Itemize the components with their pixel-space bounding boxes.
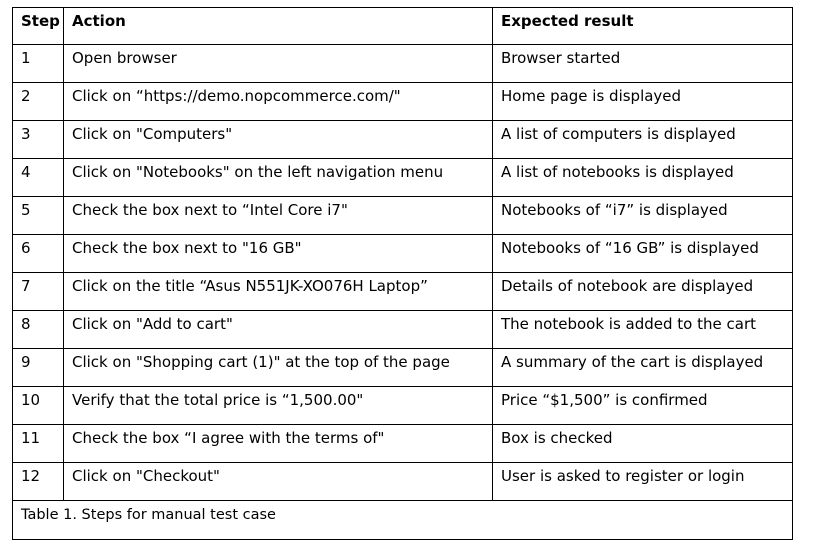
- table-row: [13, 463, 793, 501]
- step-action: Click on "Add to cart": [64, 311, 493, 349]
- table-row: [13, 45, 793, 83]
- step-action: Check the box “I agree with the terms of": [64, 425, 493, 463]
- table-caption-row: [13, 501, 793, 540]
- step-action: Check the box next to “Intel Core i7": [64, 197, 493, 235]
- step-action: Click on "Notebooks" on the left navigation menu: [64, 159, 493, 197]
- step-action: Open browser: [64, 45, 493, 83]
- step-expected-result: Price “$1,500” is confirmed: [493, 387, 793, 425]
- table-row: [13, 159, 793, 197]
- step-number: 4: [13, 159, 64, 197]
- table-row: [13, 425, 793, 463]
- step-action: Click on “https://demo.nopcommerce.com/": [64, 83, 493, 121]
- step-number: 11: [13, 425, 64, 463]
- step-expected-result: Browser started: [493, 45, 793, 83]
- header-expected-result: Expected result: [493, 8, 793, 45]
- step-number: 9: [13, 349, 64, 387]
- table-header-row: [13, 8, 793, 45]
- table-row: [13, 387, 793, 425]
- table-row: [13, 235, 793, 273]
- table-row: [13, 349, 793, 387]
- step-expected-result: A summary of the cart is displayed: [493, 349, 793, 387]
- step-expected-result: The notebook is added to the cart: [493, 311, 793, 349]
- step-number: 2: [13, 83, 64, 121]
- header-action: Action: [64, 8, 493, 45]
- table-row: [13, 273, 793, 311]
- step-action: Click on "Shopping cart (1)" at the top of the page: [64, 349, 493, 387]
- step-number: 12: [13, 463, 64, 501]
- step-number: 6: [13, 235, 64, 273]
- table-row: [13, 197, 793, 235]
- step-number: 3: [13, 121, 64, 159]
- step-number: 8: [13, 311, 64, 349]
- step-expected-result: Details of notebook are displayed: [493, 273, 793, 311]
- table-row: [13, 121, 793, 159]
- step-expected-result: Home page is displayed: [493, 83, 793, 121]
- step-number: 10: [13, 387, 64, 425]
- step-number: 1: [13, 45, 64, 83]
- step-expected-result: User is asked to register or login: [493, 463, 793, 501]
- step-expected-result: Notebooks of “16 GB” is displayed: [493, 235, 793, 273]
- step-expected-result: Box is checked: [493, 425, 793, 463]
- step-action: Click on "Computers": [64, 121, 493, 159]
- step-action: Click on the title “Asus N551JK-XO076H Laptop”: [64, 273, 493, 311]
- table-row: [13, 311, 793, 349]
- step-action: Click on "Checkout": [64, 463, 493, 501]
- step-number: 7: [13, 273, 64, 311]
- table-caption: Table 1. Steps for manual test case: [13, 501, 793, 540]
- step-expected-result: A list of computers is displayed: [493, 121, 793, 159]
- step-number: 5: [13, 197, 64, 235]
- step-expected-result: Notebooks of “i7” is displayed: [493, 197, 793, 235]
- table-row: [13, 83, 793, 121]
- header-step: Step: [13, 8, 64, 45]
- test-steps-table: [12, 7, 793, 540]
- step-action: Verify that the total price is “1,500.00": [64, 387, 493, 425]
- step-action: Check the box next to "16 GB": [64, 235, 493, 273]
- step-expected-result: A list of notebooks is displayed: [493, 159, 793, 197]
